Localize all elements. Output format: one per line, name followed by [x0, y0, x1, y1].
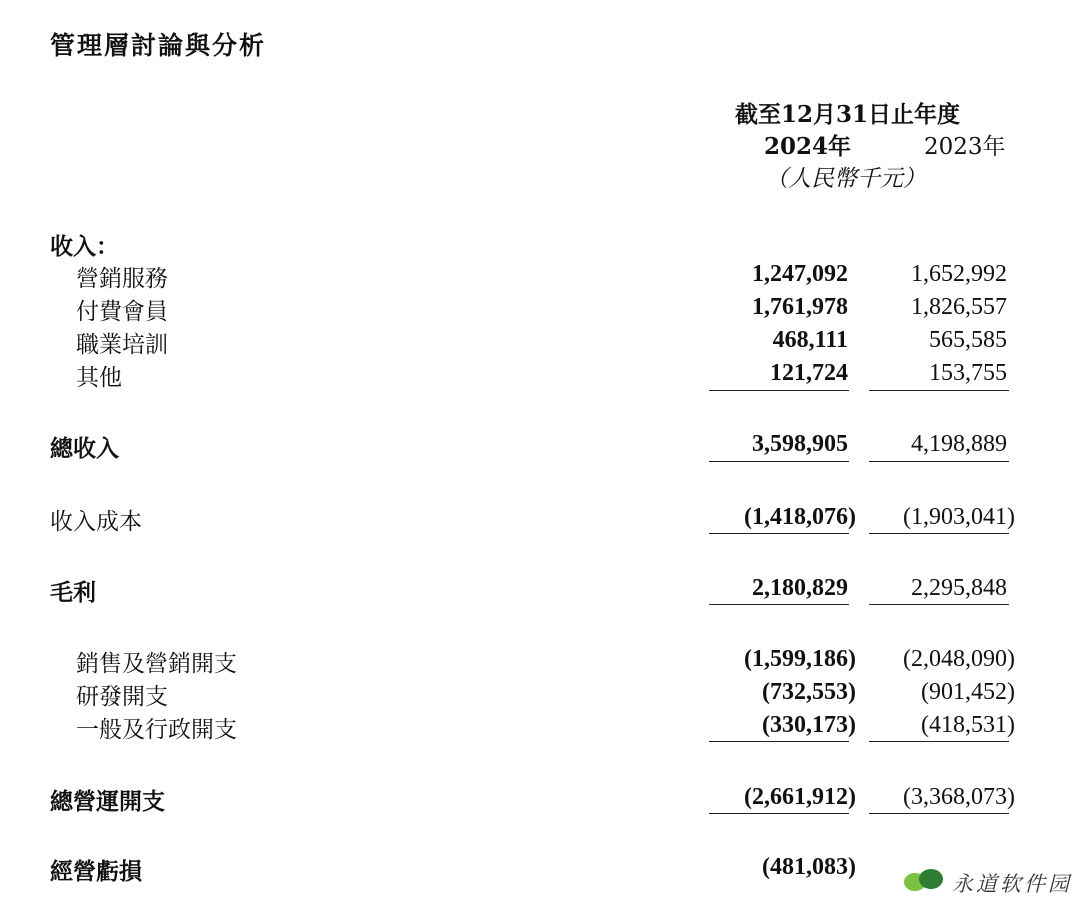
value-2024-selling: (1,599,186) — [744, 646, 856, 672]
row-label-total-revenue: 總收入 — [50, 436, 119, 462]
value-2024-admin: (330,173) — [762, 712, 856, 738]
value-2024-marketing: 1,247,092 — [752, 261, 848, 287]
value-2023-training: 565,585 — [929, 327, 1007, 353]
value-2023-cost-of-revenue: (1,903,041) — [903, 504, 1015, 530]
value-2024-membership: 1,761,978 — [752, 294, 848, 320]
value-2023-rnd: (901,452) — [921, 679, 1015, 705]
row-label-marketing: 營銷服務 — [76, 266, 168, 292]
opex-rule-2023 — [869, 741, 1009, 742]
watermark-text: 永道软件园 — [952, 872, 1072, 896]
row-label-membership: 付費會員 — [76, 299, 168, 325]
row-label-admin: 一般及行政開支 — [76, 717, 237, 743]
value-2024-other: 121,724 — [770, 360, 848, 386]
total-revenue-rule-2023 — [869, 461, 1009, 462]
total-revenue-rule-2024 — [709, 461, 849, 462]
value-2024-training: 468,111 — [772, 327, 848, 353]
value-2023-other: 153,755 — [929, 360, 1007, 386]
row-label-training: 職業培訓 — [76, 332, 168, 358]
gross-profit-rule-2024 — [709, 604, 849, 605]
row-label-rnd: 研發開支 — [76, 684, 168, 710]
value-2024-total-opex: (2,661,912) — [744, 784, 856, 810]
cost-rule-2024 — [709, 533, 849, 534]
row-label-selling: 銷售及營銷開支 — [76, 651, 237, 677]
value-2024-gross-profit: 2,180,829 — [752, 575, 848, 601]
revenue-heading: 收入： — [50, 234, 119, 260]
value-2023-gross-profit: 2,295,848 — [911, 575, 1007, 601]
value-2024-cost-of-revenue: (1,418,076) — [744, 504, 856, 530]
subtotal-rule-2024 — [709, 390, 849, 391]
value-2023-total-revenue: 4,198,889 — [911, 431, 1007, 457]
value-2024-total-revenue: 3,598,905 — [752, 431, 848, 457]
value-2023-total-opex: (3,368,073) — [903, 784, 1015, 810]
total-opex-rule-2023 — [869, 813, 1009, 814]
row-label-gross-profit: 毛利 — [50, 580, 96, 606]
cost-rule-2023 — [869, 533, 1009, 534]
period-header: 截至12月31日止年度 — [735, 101, 961, 128]
leaf-logo-icon — [902, 866, 946, 900]
unit-header: （人民幣千元） — [765, 166, 926, 192]
subtotal-rule-2023 — [869, 390, 1009, 391]
value-2023-membership: 1,826,557 — [911, 294, 1007, 320]
gross-profit-rule-2023 — [869, 604, 1009, 605]
row-label-cost-of-revenue: 收入成本 — [50, 509, 142, 535]
total-opex-rule-2024 — [709, 813, 849, 814]
opex-rule-2024 — [709, 741, 849, 742]
row-label-operating-loss: 經營虧損 — [50, 859, 142, 885]
value-2024-operating-loss: (481,083) — [762, 854, 856, 880]
value-2023-selling: (2,048,090) — [903, 646, 1015, 672]
value-2023-admin: (418,531) — [921, 712, 1015, 738]
column-2023-header: 2023年 — [924, 134, 1006, 160]
row-label-total-opex: 總營運開支 — [50, 789, 165, 815]
column-2024-header: 2024年 — [764, 133, 852, 160]
row-label-other: 其他 — [76, 365, 122, 391]
watermark-logo — [902, 866, 1072, 900]
value-2024-rnd: (732,553) — [762, 679, 856, 705]
page-title: 管理層討論與分析 — [50, 31, 267, 60]
value-2023-marketing: 1,652,992 — [911, 261, 1007, 287]
